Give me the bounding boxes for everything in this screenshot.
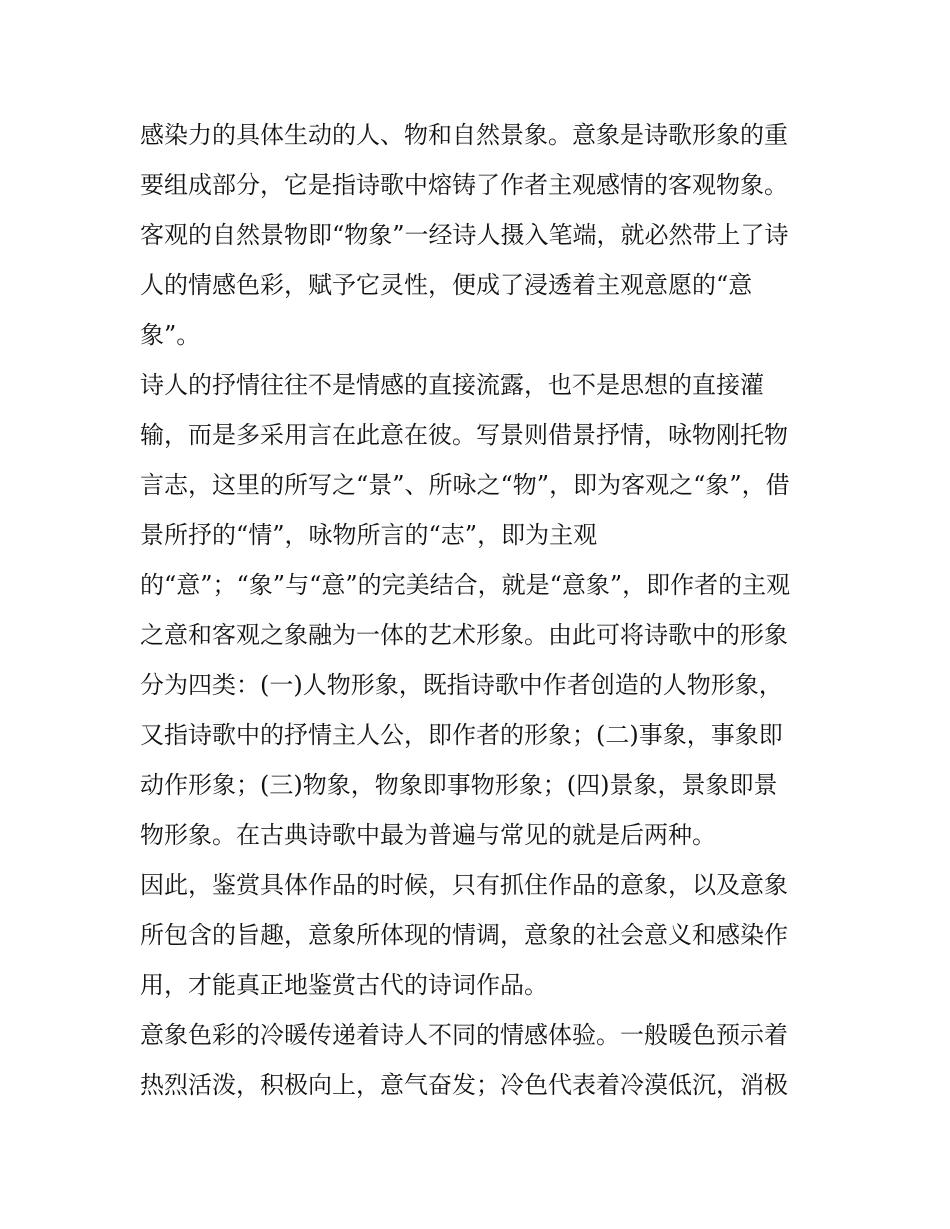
text-line: 景所抒的“情”，咏物所言的“志”，即为主观 <box>140 521 598 549</box>
text-line: 因此，鉴赏具体作品的时候，只有抓住作品的意象，以及意象 <box>140 871 788 899</box>
text-line: 热烈活泼，积极向上，意气奋发；冷色代表着冷漠低沉，消极 <box>140 1071 788 1099</box>
text-line: 的“意”；“象”与“意”的完美结合，就是“意象”，即作者的主观 <box>140 571 791 599</box>
text-line: 客观的自然景物即“物象”一经诗人摄入笔端，就必然带上了诗 <box>140 221 789 249</box>
text-line: 之意和客观之象融为一体的艺术形象。由此可将诗歌中的形象 <box>140 621 788 649</box>
text-line: 诗人的抒情往往不是情感的直接流露，也不是思想的直接灌 <box>140 371 764 399</box>
text-line: 输，而是多采用言在此意在彼。写景则借景抒情，咏物刚托物 <box>140 421 788 449</box>
text-line: 又指诗歌中的抒情主人公，即作者的形象；(二)事象，事象即 <box>140 721 783 749</box>
text-line: 用，才能真正地鉴赏古代的诗词作品。 <box>140 971 548 999</box>
text-line: 动作形象；(三)物象，物象即事物形象；(四)景象，景象即景 <box>140 771 778 799</box>
text-line: 言志，这里的所写之“景”、所咏之“物”，即为客观之“象”，借 <box>140 471 790 499</box>
body-text <box>140 110 820 1110</box>
text-line: 象”。 <box>140 321 201 349</box>
text-line: 感染力的具体生动的人、物和自然景象。意象是诗歌形象的重 <box>140 121 788 149</box>
text-line: 要组成部分，它是指诗歌中熔铸了作者主观感情的客观物象。 <box>140 171 788 199</box>
text-line: 人的情感色彩，赋予它灵性，便成了浸透着主观意愿的“意 <box>140 271 753 299</box>
text-line: 意象色彩的冷暖传递着诗人不同的情感体验。一般暖色预示着 <box>140 1021 788 1049</box>
text-line: 分为四类：(一)人物形象，既指诗歌中作者创造的人物形象， <box>140 671 783 699</box>
text-line: 物形象。在古典诗歌中最为普遍与常见的就是后两种。 <box>140 821 716 849</box>
text-line: 所包含的旨趣，意象所体现的情调，意象的社会意义和感染作 <box>140 921 788 949</box>
